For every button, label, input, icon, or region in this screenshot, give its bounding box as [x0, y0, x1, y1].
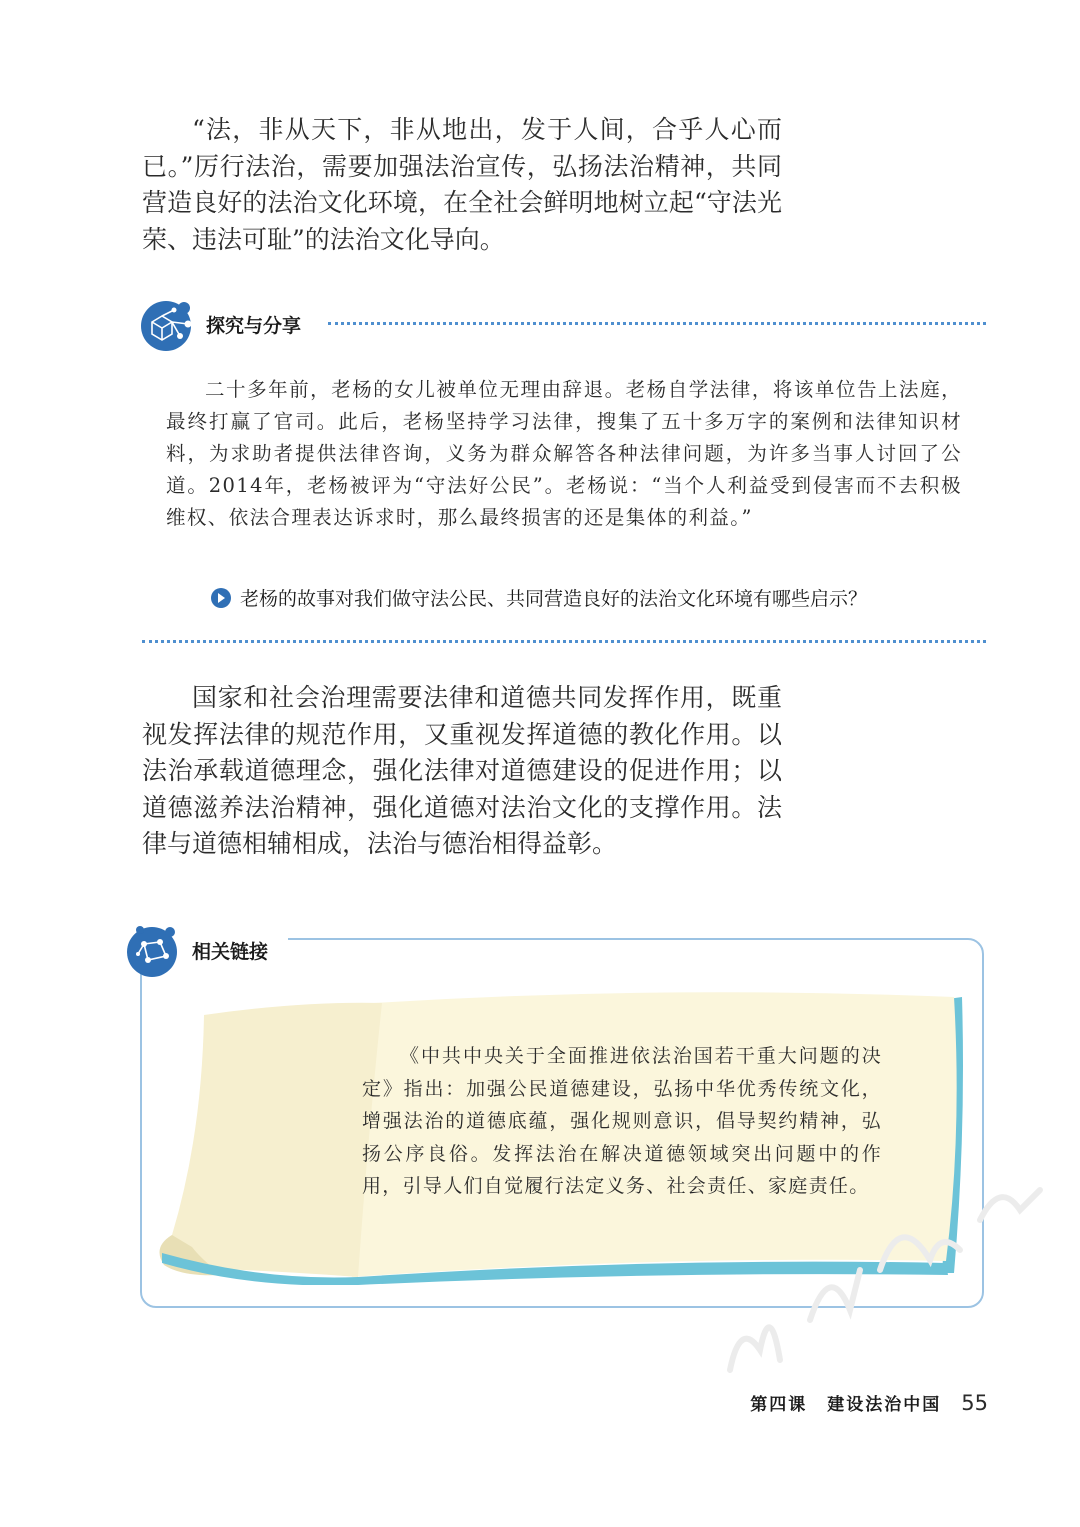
intro-paragraph: “法，非从天下，非从地出，发于人间，合乎人心而已。”厉行法治，需要加强法治宣传，弘扬法治精神，共同营造良好的法治文化环境，在全社会鲜明地树立起“守法光荣、违法可耻”的法治文化导向。: [142, 115, 782, 254]
molecule-icon: [126, 922, 182, 978]
page-footer: [700, 1390, 988, 1415]
watermark-illustration: [700, 1120, 1060, 1400]
explore-bottom-divider: [142, 640, 986, 643]
explore-story: 二十多年前，老杨的女儿被单位无理由辞退。老杨自学法律，将该单位告上法庭，最终打赢了官司。此后，老杨坚持学习法律，搜集了五十多万字的案例和法律知识材料，为求助者提供法律咨询，义务为群众解答各种法律问题，为许多当事人讨回了公道。2014年，老杨被评为“守法好公民”。老杨说：“当个人利益受到侵害而不去积极维权、依法合理表达诉求时，那么最终损害的还是集体的利益。”: [166, 378, 962, 529]
explore-top-divider: [328, 322, 986, 325]
related-link-text: 《中共中央关于全面推进依法治国若干重大问题的决定》指出：加强公民道德建设，弘扬中华优秀传统文化，增强法治的道德底蕴，强化规则意识，倡导契约精神，弘扬公序良俗。发挥法治在解决道德领域突出问题中的作用，引导人们自觉履行法定义务、社会责任、家庭责任。: [362, 1045, 882, 1197]
page-number: 55: [961, 1391, 988, 1415]
explore-section-title: 探究与分享: [206, 314, 302, 337]
explore-question-text: 老杨的故事对我们做守法公民、共同营造良好的法治文化环境有哪些启示？: [240, 588, 868, 610]
related-section-header: [126, 922, 268, 978]
arrow-bullet-icon: [210, 587, 232, 609]
footer-title: 建设法治中国: [827, 1395, 942, 1415]
footer-chapter: 第四课: [750, 1395, 808, 1415]
explore-section-header: [140, 296, 301, 352]
main-paragraph: 国家和社会治理需要法律和道德共同发挥作用，既重视发挥法律的规范作用，又重视发挥道德的教化作用。以法治承载道德理念，强化法律对道德建设的促进作用；以道德滋养法治精神，强化道德对法治文化的支撑作用。法律与道德相辅相成，法治与德治相得益彰。: [142, 683, 782, 858]
related-section-title: 相关链接: [192, 940, 269, 963]
explore-question: [210, 584, 867, 611]
cube-network-icon: [140, 296, 196, 352]
